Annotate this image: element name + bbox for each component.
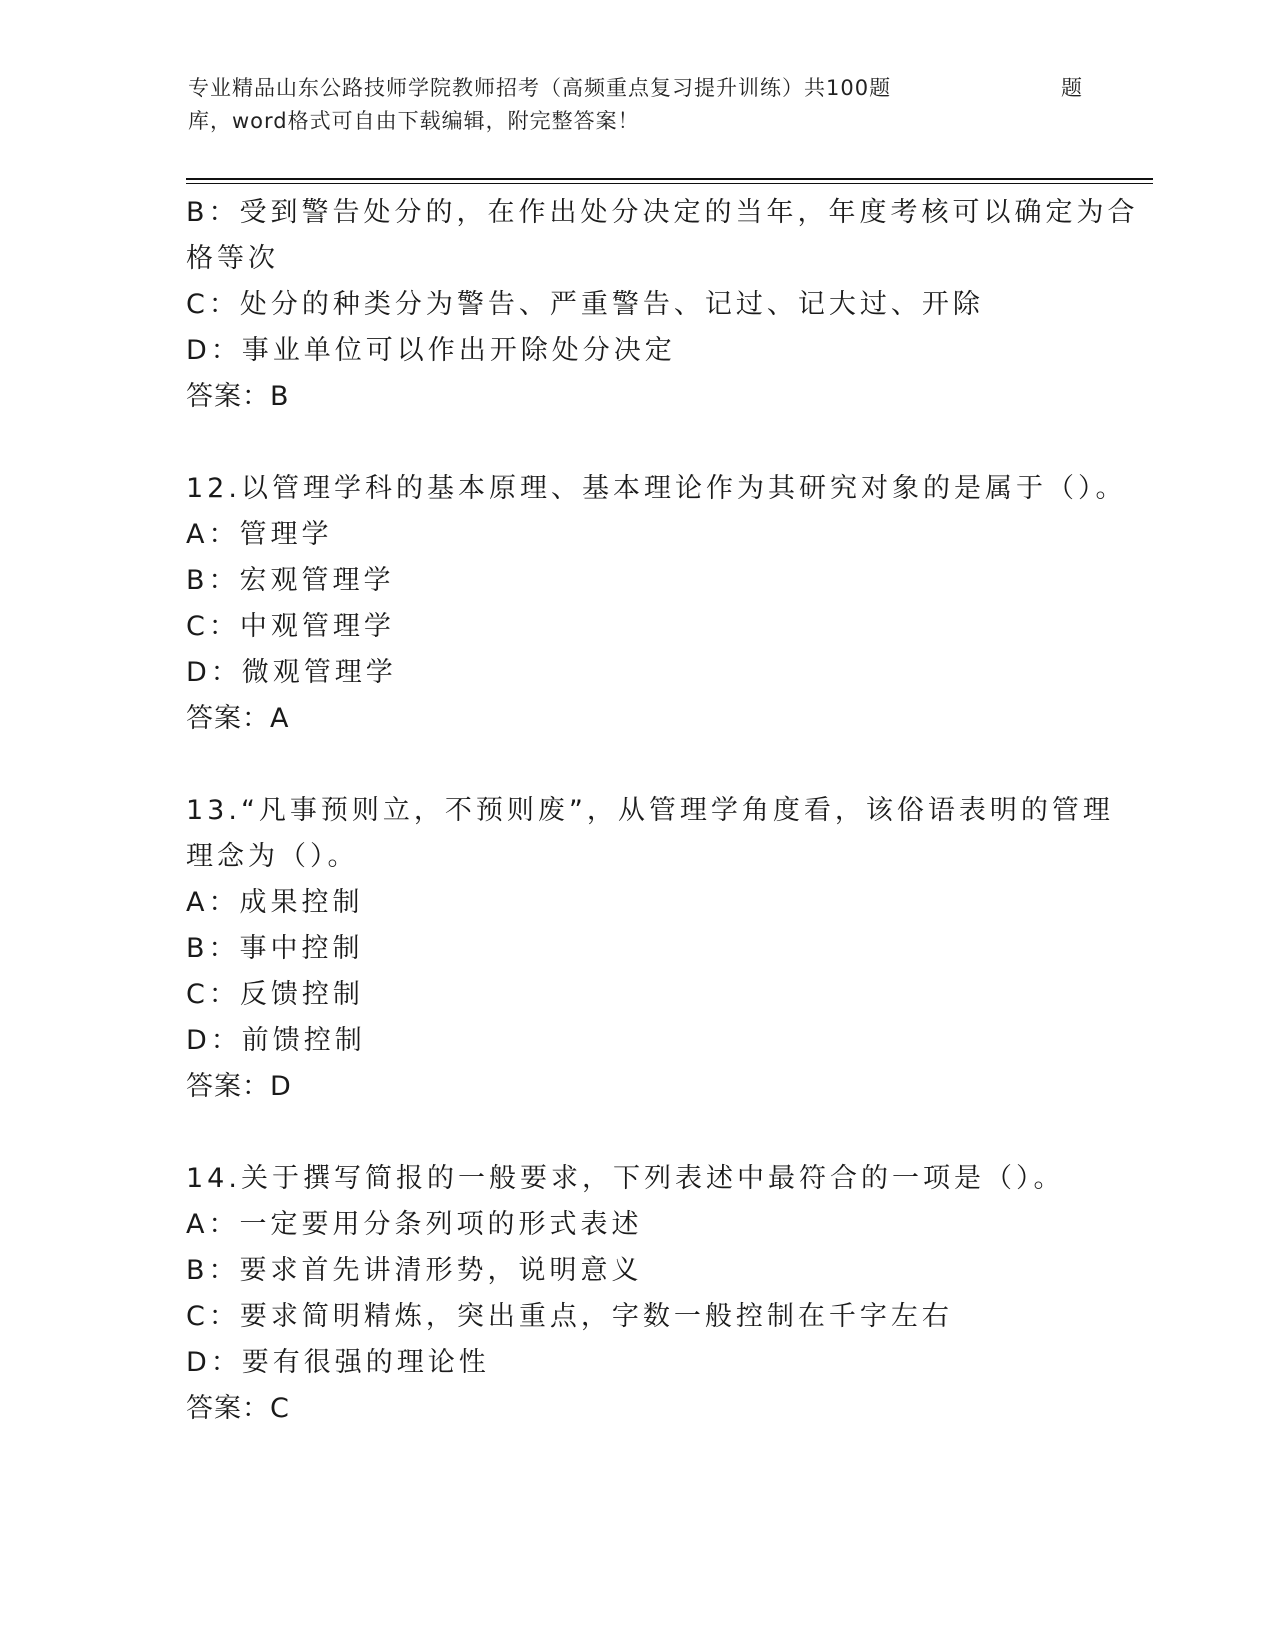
q12-option-d: D：微观管理学 [186,657,397,688]
q14-option-b: B：要求首先讲清形势，说明意义 [186,1255,643,1286]
q11-option-b-line2: 格等次 [186,243,279,274]
header-title: 专业精品山东公路技师学院教师招考（高频重点复习提升训练）共100题 [188,76,892,100]
document-header [188,72,1088,138]
q11-option-b-line1: B：受到警告处分的，在作出处分决定的当年，年度考核可以确定为合 [186,197,1139,228]
q11-answer: 答案：B [186,381,290,412]
q13-option-a: A：成果控制 [186,887,364,918]
q13-option-b: B：事中控制 [186,933,364,964]
q12-option-a: A：管理学 [186,519,333,550]
header-title-wrap: 题 [1061,76,1083,100]
header-divider-thick [186,178,1153,180]
spacer [186,1110,1086,1156]
q13-answer: 答案：D [186,1071,292,1102]
spacer [186,420,1086,466]
q14-option-c: C：要求简明精炼，突出重点，字数一般控制在千字左右 [186,1301,953,1332]
q13-stem-line2: 理念为（）。 [186,841,359,872]
q14-answer: 答案：C [186,1393,290,1424]
q12-stem: 12.以管理学科的基本原理、基本理论作为其研究对象的是属于（）。 [186,473,1127,504]
q14-option-a: A：一定要用分条列项的形式表述 [186,1209,643,1240]
header-line-2: 库，word格式可自由下载编辑，附完整答案！ [188,109,640,133]
q14-stem: 14.关于撰写简报的一般要求，下列表述中最符合的一项是（）。 [186,1163,1065,1194]
q13-option-d: D：前馈控制 [186,1025,366,1056]
q13-option-c: C：反馈控制 [186,979,364,1010]
q14-option-d: D：要有很强的理论性 [186,1347,490,1378]
q12-option-b: B：宏观管理学 [186,565,395,596]
q12-option-c: C：中观管理学 [186,611,395,642]
spacer [186,742,1086,788]
q12-answer: 答案：A [186,703,290,734]
q11-option-c: C：处分的种类分为警告、严重警告、记过、记大过、开除 [186,289,984,320]
header-divider-thin [186,183,1153,184]
q11-option-d: D：事业单位可以作出开除处分决定 [186,335,676,366]
header-line-1 [188,72,1083,105]
q13-stem-line1: 13.“凡事预则立，不预则废”，从管理学角度看，该俗语表明的管理 [186,795,1114,826]
question-list [186,190,1139,1432]
